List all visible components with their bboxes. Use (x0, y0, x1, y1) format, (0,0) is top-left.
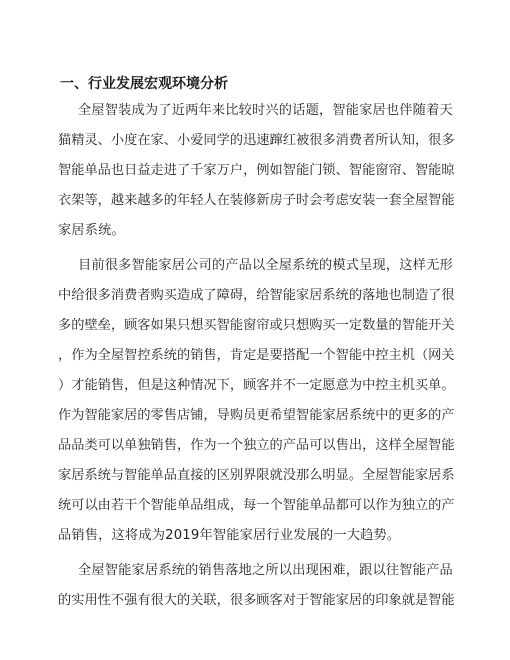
paragraph-2-line-8: 家居系统与智能单品直接的区别界限就没那么明显。全屋智能家居系 (58, 468, 455, 483)
paragraph-2-line-9: 统可以由若干个智能单品组成，每一个智能单品都可以作为独立的产 (58, 498, 455, 513)
paragraph-2-line-1: 目前很多智能家居公司的产品以全屋系统的模式呈现，这样无形 (78, 258, 453, 273)
paragraph-3-line-2: 的实用性不强有很大的关联，很多顾客对于智能家居的印象就是智能 (58, 593, 455, 608)
paragraph-2-line-4: ，作为全屋智控系统的销售，肯定是要搭配一个智能中控主机（网关 (58, 348, 455, 363)
paragraph-2-line-3: 多的壁垒，顾客如果只想买智能窗帘或只想购买一定数量的智能开关 (58, 318, 455, 333)
paragraph-3-line-1: 全屋智能家居系统的销售落地之所以出现困难，跟以往智能产品 (78, 563, 453, 578)
paragraph-2-line-2: 中给很多消费者购买造成了障碍，给智能家居系统的落地也制造了很 (58, 288, 455, 303)
paragraph-2-line-7: 品品类可以单独销售，作为一个独立的产品可以售出，这样全屋智能 (58, 438, 455, 453)
paragraph-1-line-3: 智能单品也日益走进了千家万户，例如智能门锁、智能窗帘、智能晾 (58, 163, 455, 178)
paragraph-2-line-10: 品销售，这将成为2019年智能家居行业发展的一大趋势。 (58, 528, 401, 543)
paragraph-1-line-1: 全屋智装成为了近两年来比较时兴的话题，智能家居也伴随着天 (78, 103, 453, 118)
section-heading: 一、行业发展宏观环境分析 (60, 76, 228, 92)
paragraph-1-line-4: 衣架等，越来越多的年轻人在装修新房子时会考虑安装一套全屋智能 (58, 193, 455, 208)
paragraph-2-line-6: 作为智能家居的零售店铺，导购员更希望智能家居系统中的更多的产 (58, 408, 455, 423)
paragraph-1-line-2: 猫精灵、小度在家、小爱同学的迅速蹿红被很多消费者所认知，很多 (58, 133, 455, 148)
paragraph-2-line-5: ）才能销售，但是这种情况下，顾客并不一定愿意为中控主机买单。 (58, 378, 455, 393)
paragraph-1-line-5: 家居系统。 (58, 223, 125, 238)
